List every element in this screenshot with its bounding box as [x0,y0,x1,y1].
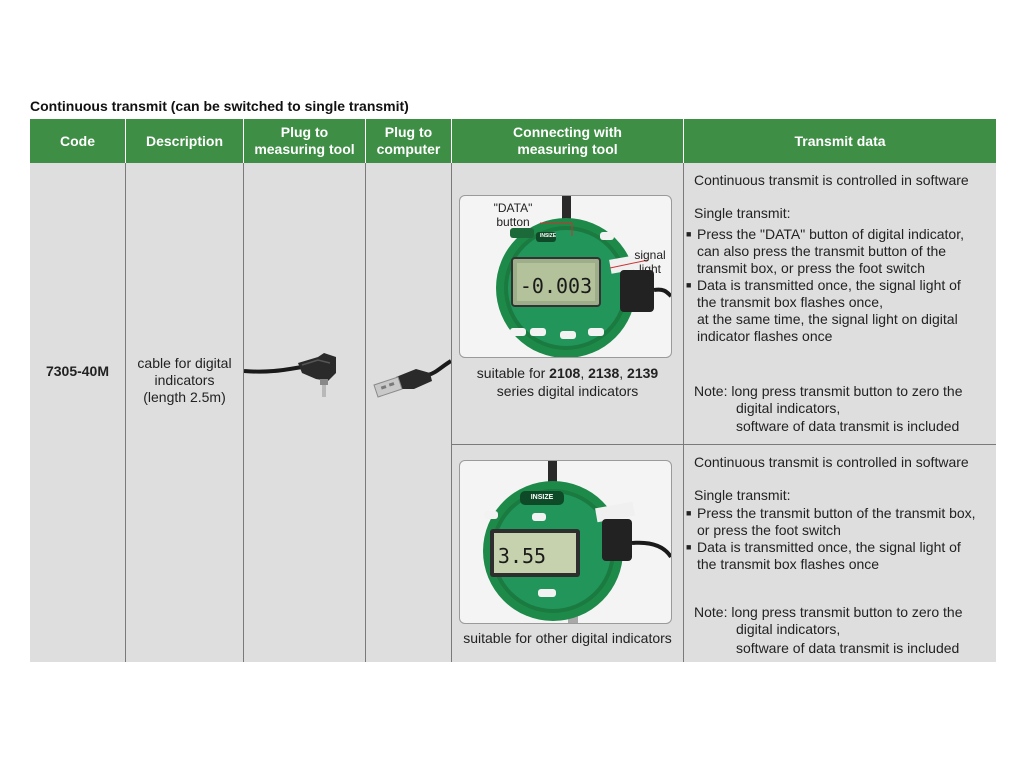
t1-bullet2-line4: indicator flashes once [697,328,833,344]
data-button-label-line1: "DATA" [493,201,533,215]
header-connecting-line1: Connecting with [513,124,622,140]
indicator-image-1 [459,195,672,358]
header-plug-computer-line1: Plug to [384,124,433,140]
t1-bullet1-line1: ■ Press the "DATA" button of digital indicator, [697,226,964,243]
indicator-1-display: -0.003 [519,274,593,298]
t1-continuous: Continuous transmit is controlled in software [694,172,969,188]
header-plug-measuring-line1: Plug to [280,124,329,140]
caption-1-sep-1: , [580,365,589,381]
section-heading: Continuous transmit (can be switched to single transmit) [30,98,409,114]
caption-1-model-2: 2138 [588,365,620,381]
t1-single-title: Single transmit: [694,205,791,221]
header-description-label: Description [145,132,223,149]
description-line2: indicators [154,372,215,388]
t1-note-line2: digital indicators, [736,400,841,416]
t2-single-title: Single transmit: [694,487,791,503]
caption-1-model-3: 2139 [627,365,659,381]
caption-1-sep-2: , [619,365,628,381]
description-line3: (length 2.5m) [143,389,226,405]
t1-bullet2-line2: the transmit box flashes once, [697,294,883,310]
t1-bullet2-line1: ■ Data is transmitted once, the signal light of [697,277,961,294]
product-code: 7305-40M [45,363,110,379]
t2-note-line2: digital indicators, [736,621,841,637]
header-plug-computer [366,119,451,163]
t1-note-line3: software of data transmit is included [736,418,960,434]
product-description [126,355,243,406]
t2-note-line1: Note: long press transmit button to zero the [694,604,963,620]
caption-1-model-1: 2108 [549,365,581,381]
t1-bullet1-line3: transmit box, or press the foot switch [697,260,925,276]
indicator-2-caption: suitable for other digital indicators [463,630,672,646]
header-plug-measuring-line2: measuring tool [254,141,355,157]
mini-usb-cable-image [244,343,365,403]
t1-bullet1-line2: can also press the transmit button of the [697,243,947,259]
caption-1-prefix: suitable for [476,365,550,381]
t1-bullet2-line3: at the same time, the signal light on digital [697,311,958,327]
description-line1: cable for digital [137,355,232,371]
header-connecting [452,119,683,163]
signal-light-label-line2: light [638,262,661,276]
signal-light-label-line1: signal [634,248,666,262]
indicator-1-brand: INSIZE [539,233,557,239]
indicator-1-caption [452,364,683,400]
spec-table [30,119,996,662]
t1-note-line1: Note: long press transmit button to zero the [694,383,963,399]
indicator-2-brand: INSIZE [530,494,554,501]
t2-bullet1-line2: or press the foot switch [697,522,841,538]
header-transmit [684,119,996,163]
header-transmit-label: Transmit data [794,132,886,149]
t2-bullet2-line2: the transmit box flashes once [697,556,880,572]
header-plug-measuring [244,119,365,163]
data-button-label-line2: button [496,215,530,229]
header-connecting-line2: measuring tool [517,141,618,157]
header-code-label: Code [60,132,95,149]
header-plug-computer-line2: computer [376,141,441,157]
t2-bullet1-line1: ■ Press the transmit button of the transmit box, [697,505,976,522]
caption-1-line2: series digital indicators [496,383,639,399]
t2-continuous: Continuous transmit is controlled in software [694,454,969,470]
header-code [30,119,125,163]
usb-a-cable-image [366,355,451,405]
indicator-2-display: 3.55 [497,544,547,568]
indicator-image-2 [459,460,672,624]
t2-note-line3: software of data transmit is included [736,640,960,656]
header-description [126,119,243,163]
digital-indicator-2-icon [460,461,671,623]
t2-bullet2-line1: ■ Data is transmitted once, the signal light of [697,539,961,556]
